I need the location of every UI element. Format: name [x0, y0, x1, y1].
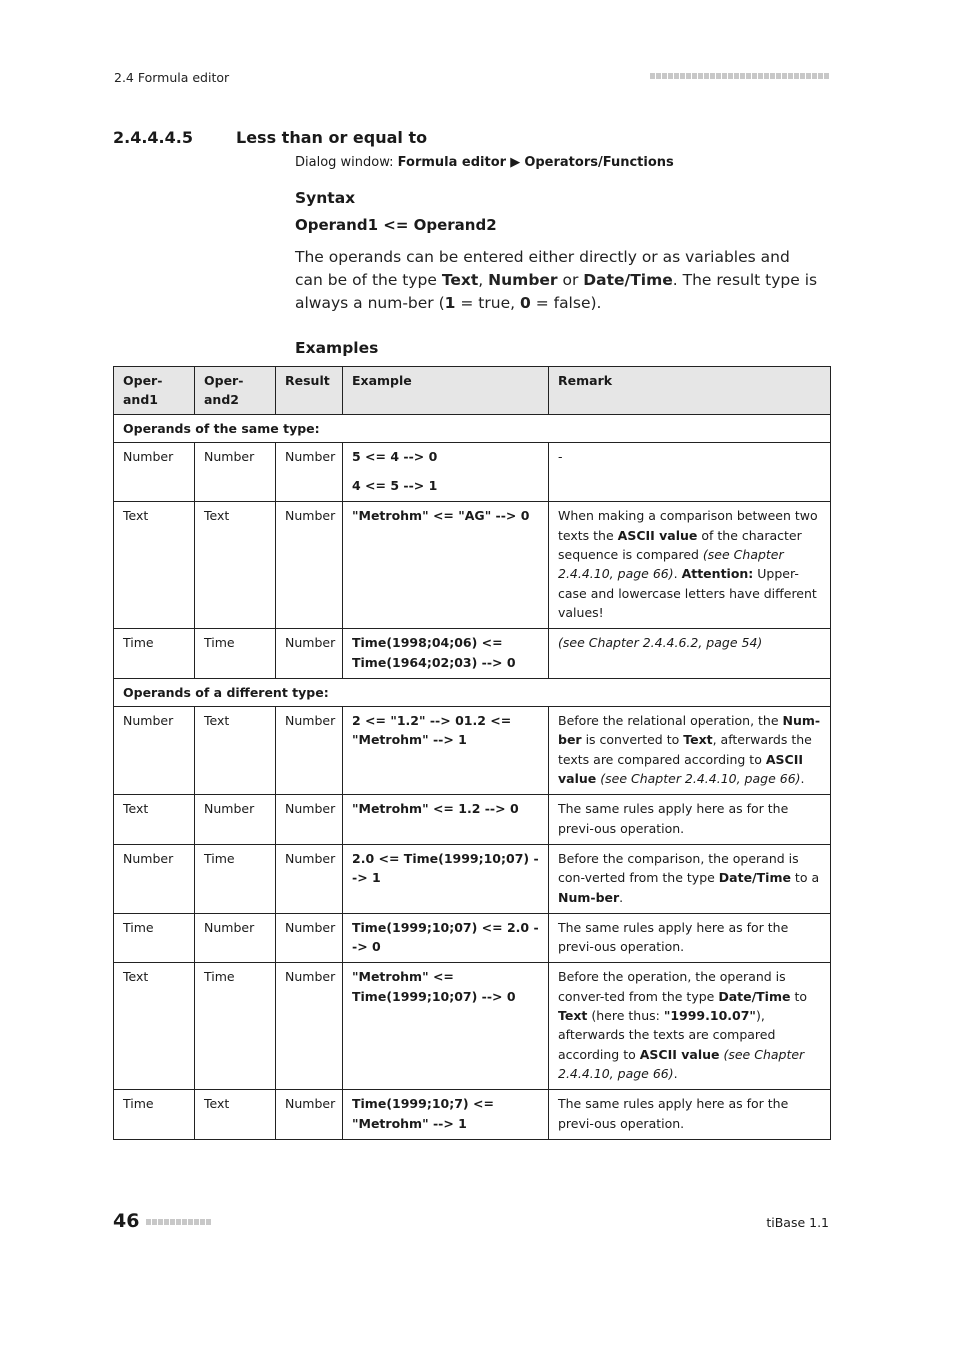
example-cell: "Metrohm" <= 1.2 --> 0 [343, 795, 549, 845]
footer-decoration [145, 1219, 211, 1238]
result-cell: Number [276, 629, 343, 679]
result-cell: Number [276, 913, 343, 963]
table-row [114, 963, 831, 1090]
example-cell: 5 <= 4 --> 0 4 <= 5 --> 1 [343, 442, 549, 502]
operand1-cell: Text [114, 795, 195, 845]
column-header: Remark [549, 367, 831, 415]
operand2-cell: Number [195, 913, 276, 963]
result-cell: Number [276, 442, 343, 502]
column-header: Oper-and1 [114, 367, 195, 415]
table-row [114, 442, 831, 502]
product-name: tiBase 1.1 [766, 1215, 829, 1230]
remark-cell: Before the operation, the operand is conver-ted from the type Date/Time to Text (here thus: "1999.10.07"), afterwards the texts are compared according to ASCII value (see Chapter 2.4.4.10, page 66). [549, 963, 831, 1090]
result-cell: Number [276, 707, 343, 795]
operand2-cell: Text [195, 1090, 276, 1140]
remark-cell: - [549, 442, 831, 502]
operand2-cell: Number [195, 795, 276, 845]
example-cell: Time(1999;10;7) <= "Metrohm" --> 1 [343, 1090, 549, 1140]
result-cell: Number [276, 1090, 343, 1140]
header-decoration [649, 73, 829, 92]
section-number: 2.4.4.4.5 [113, 128, 193, 147]
running-header: 2.4 Formula editor [114, 70, 230, 85]
operand1-cell: Number [114, 707, 195, 795]
operand2-cell: Number [195, 442, 276, 502]
table-row [114, 707, 831, 795]
operand1-cell: Time [114, 913, 195, 963]
column-header: Oper-and2 [195, 367, 276, 415]
page-number: 46 [113, 1210, 140, 1232]
example-cell: "Metrohm" <= "AG" --> 0 [343, 502, 549, 629]
result-cell: Number [276, 844, 343, 913]
operand2-cell: Time [195, 844, 276, 913]
result-cell: Number [276, 963, 343, 1090]
table-row [114, 629, 831, 679]
syntax-text: Operand1 <= Operand2 [295, 216, 497, 234]
remark-cell: The same rules apply here as for the previ-ous operation. [549, 1090, 831, 1140]
operand1-cell: Time [114, 1090, 195, 1140]
group-label: Operands of the same type: [114, 414, 831, 442]
example-cell: Time(1999;10;07) <= 2.0 --> 0 [343, 913, 549, 963]
operand1-cell: Number [114, 442, 195, 502]
syntax-heading: Syntax [295, 189, 356, 207]
operand1-cell: Time [114, 629, 195, 679]
table-row [114, 913, 831, 963]
group-label: Operands of a different type: [114, 678, 831, 706]
result-cell: Number [276, 502, 343, 629]
examples-table [113, 366, 831, 1140]
result-cell: Number [276, 795, 343, 845]
operand2-cell: Time [195, 963, 276, 1090]
dialog-path: Dialog window: Formula editor ▶ Operators/Functions [295, 155, 674, 170]
operand2-cell: Time [195, 629, 276, 679]
section-title: Less than or equal to [236, 128, 428, 147]
examples-heading: Examples [295, 339, 379, 357]
example-cell: 2.0 <= Time(1999;10;07) --> 1 [343, 844, 549, 913]
column-header: Example [343, 367, 549, 415]
remark-cell: (see Chapter 2.4.4.6.2, page 54) [549, 629, 831, 679]
remark-cell: The same rules apply here as for the previ-ous operation. [549, 913, 831, 963]
operand2-cell: Text [195, 502, 276, 629]
table-header-row [114, 367, 831, 415]
group-row [114, 414, 831, 442]
remark-cell: Before the comparison, the operand is con-verted from the type Date/Time to a Num-ber. [549, 844, 831, 913]
column-header: Result [276, 367, 343, 415]
description-paragraph: The operands can be entered either directly or as variables and can be of the type Text, Number or Date/Time. The result type is always a num-ber (1 = true, 0 = false). [295, 248, 818, 312]
example-cell: "Metrohm" <= Time(1999;10;07) --> 0 [343, 963, 549, 1090]
table-row [114, 844, 831, 913]
remark-cell: The same rules apply here as for the previ-ous operation. [549, 795, 831, 845]
table-row [114, 1090, 831, 1140]
group-row [114, 678, 831, 706]
remark-cell: When making a comparison between two texts the ASCII value of the character sequence is compared (see Chapter 2.4.4.10, page 66). Attention: Upper-case and lowercase letters have different values! [549, 502, 831, 629]
remark-cell: Before the relational operation, the Num-ber is converted to Text, afterwards the texts are compared according to ASCII value (see Chapter 2.4.4.10, page 66). [549, 707, 831, 795]
table-row [114, 795, 831, 845]
example-cell: 2 <= "1.2" --> 01.2 <= "Metrohm" --> 1 [343, 707, 549, 795]
operand1-cell: Text [114, 963, 195, 1090]
operand1-cell: Text [114, 502, 195, 629]
table-row [114, 502, 831, 629]
operand1-cell: Number [114, 844, 195, 913]
example-cell: Time(1998;04;06) <= Time(1964;02;03) --> 0 [343, 629, 549, 679]
operand2-cell: Text [195, 707, 276, 795]
